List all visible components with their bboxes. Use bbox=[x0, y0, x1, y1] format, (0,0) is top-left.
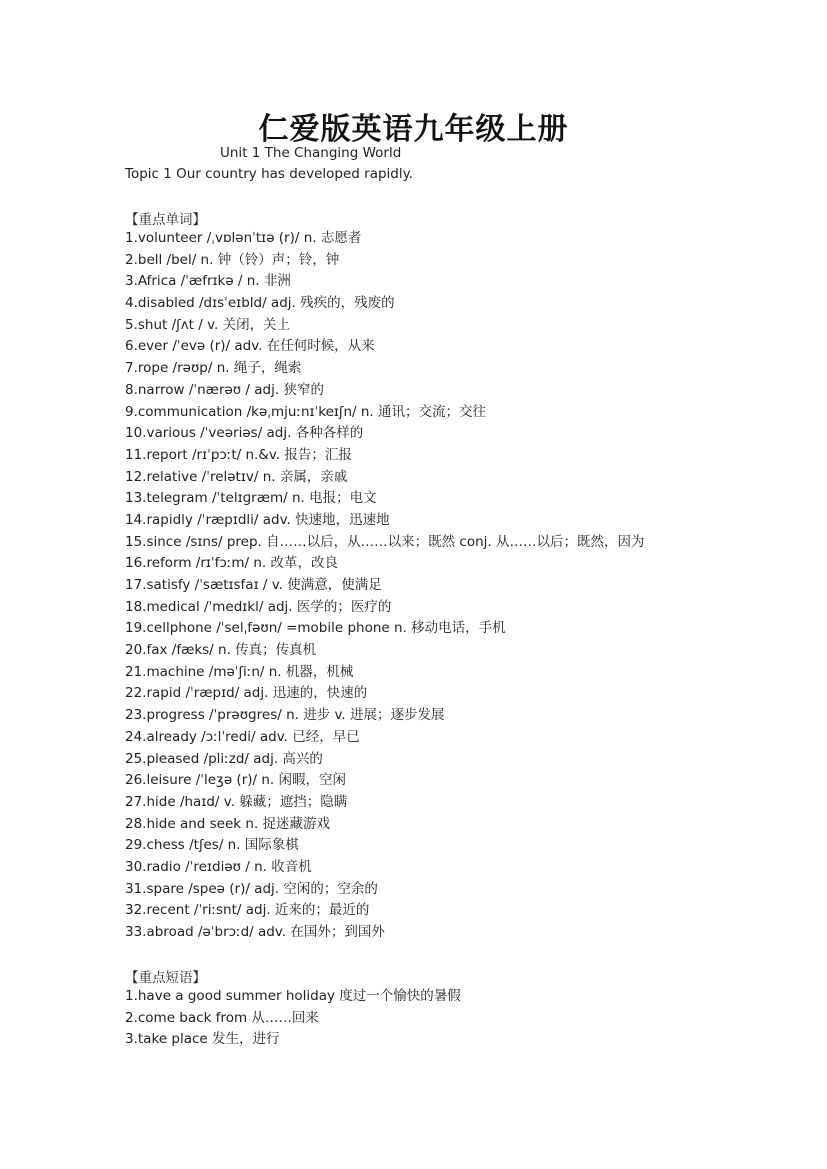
vocabulary-item: 33.abroad /əˈbrɔːd/ adv. 在国外；到国外 bbox=[125, 924, 385, 940]
vocabulary-item: 12.relative /ˈrelətɪv/ n. 亲属，亲戚 bbox=[125, 468, 348, 485]
topic-heading: Topic 1 Our country has developed rapidly. bbox=[125, 166, 413, 182]
vocabulary-item: 10.various /ˈveəriəs/ adj. 各种各样的 bbox=[125, 425, 364, 442]
vocabulary-item: 11.report /rɪˈpɔːt/ n.&v. 报告；汇报 bbox=[125, 446, 352, 463]
document-title: 仁爱版英语九年级上册 bbox=[258, 112, 569, 147]
vocabulary-item: 19.cellphone /ˈselˌfəʊn/ =mobile phone n. 移动电话，手机 bbox=[125, 620, 506, 637]
vocabulary-list bbox=[125, 228, 645, 944]
vocabulary-item: 14.rapidly /ˈræpɪdli/ adv. 快速地，迅速地 bbox=[125, 511, 390, 528]
vocabulary-item: 1.volunteer /ˌvɒlənˈtɪə (r)/ n. 志愿者 bbox=[125, 230, 362, 246]
vocabulary-item: 18.medical /ˈmedɪkl/ adj. 医学的；医疗的 bbox=[125, 598, 392, 615]
phrase-item: 1.have a good summer holiday 度过一个愉快的暑假 bbox=[125, 988, 461, 1004]
phrases-list bbox=[125, 986, 461, 1051]
unit-heading: Unit 1 The Changing World bbox=[220, 145, 402, 161]
vocabulary-item: 32.recent /ˈriːsnt/ adj. 近来的；最近的 bbox=[125, 902, 370, 919]
vocabulary-item: 24.already /ɔːlˈredi/ adv. 已经，早已 bbox=[125, 728, 360, 745]
vocabulary-item: 23.progress /ˈprəʊɡres/ n. 进步 v. 进展；逐步发展 bbox=[125, 707, 445, 724]
vocabulary-item: 4.disabled /dɪsˈeɪbld/ adj. 残疾的，残废的 bbox=[125, 295, 395, 312]
vocabulary-item: 28.hide and seek n. 捉迷藏游戏 bbox=[125, 815, 331, 832]
vocabulary-item: 3.Africa /ˈæfrɪkə / n. 非洲 bbox=[125, 273, 291, 290]
vocabulary-item: 26.leisure /ˈleʒə (r)/ n. 闲暇，空闲 bbox=[125, 772, 346, 789]
vocabulary-item: 5.shut /ʃʌt / v. 关闭，关上 bbox=[125, 316, 291, 333]
vocabulary-item: 22.rapid /ˈræpɪd/ adj. 迅速的，快速的 bbox=[125, 685, 368, 702]
phrase-item: 3.take place 发生，进行 bbox=[125, 1031, 280, 1048]
vocabulary-item: 21.machine /məˈʃiːn/ n. 机器，机械 bbox=[125, 663, 354, 680]
vocabulary-item: 30.radio /ˈreɪdiəʊ / n. 收音机 bbox=[125, 858, 312, 875]
phrases-section-heading: 【重点短语】 bbox=[125, 970, 206, 986]
vocabulary-item: 15.since /sɪns/ prep. 自……以后，从……以来；既然 conj. 从……以后；既然，因为 bbox=[125, 533, 645, 550]
vocabulary-item: 6.ever /ˈevə (r)/ adv. 在任何时候，从来 bbox=[125, 338, 375, 355]
words-section-heading: 【重点单词】 bbox=[125, 212, 206, 228]
phrase-item: 2.come back from 从……回来 bbox=[125, 1009, 319, 1026]
vocabulary-item: 8.narrow /ˈnærəʊ / adj. 狭窄的 bbox=[125, 381, 324, 398]
vocabulary-item: 7.rope /rəʊp/ n. 绳子，绳索 bbox=[125, 360, 302, 377]
vocabulary-item: 29.chess /tʃes/ n. 国际象棋 bbox=[125, 837, 299, 854]
vocabulary-item: 17.satisfy /ˈsætɪsfaɪ / v. 使满意，使满足 bbox=[125, 577, 382, 593]
vocabulary-item: 31.spare /speə (r)/ adj. 空闲的；空余的 bbox=[125, 880, 378, 897]
vocabulary-item: 2.bell /bel/ n. 钟（铃）声；铃，钟 bbox=[125, 251, 340, 268]
vocabulary-item: 20.fax /fæks/ n. 传真；传真机 bbox=[125, 642, 317, 659]
vocabulary-item: 16.reform /rɪˈfɔːm/ n. 改革，改良 bbox=[125, 555, 338, 572]
vocabulary-item: 25.pleased /pliːzd/ adj. 高兴的 bbox=[125, 750, 323, 767]
vocabulary-item: 9.communication /kəˌmjuːnɪˈkeɪʃn/ n. 通讯；交流；交往 bbox=[125, 403, 486, 420]
vocabulary-item: 27.hide /haɪd/ v. 躲藏；遮挡；隐瞒 bbox=[125, 793, 348, 810]
vocabulary-item: 13.telegram /ˈtelɪɡræm/ n. 电报；电文 bbox=[125, 490, 377, 507]
